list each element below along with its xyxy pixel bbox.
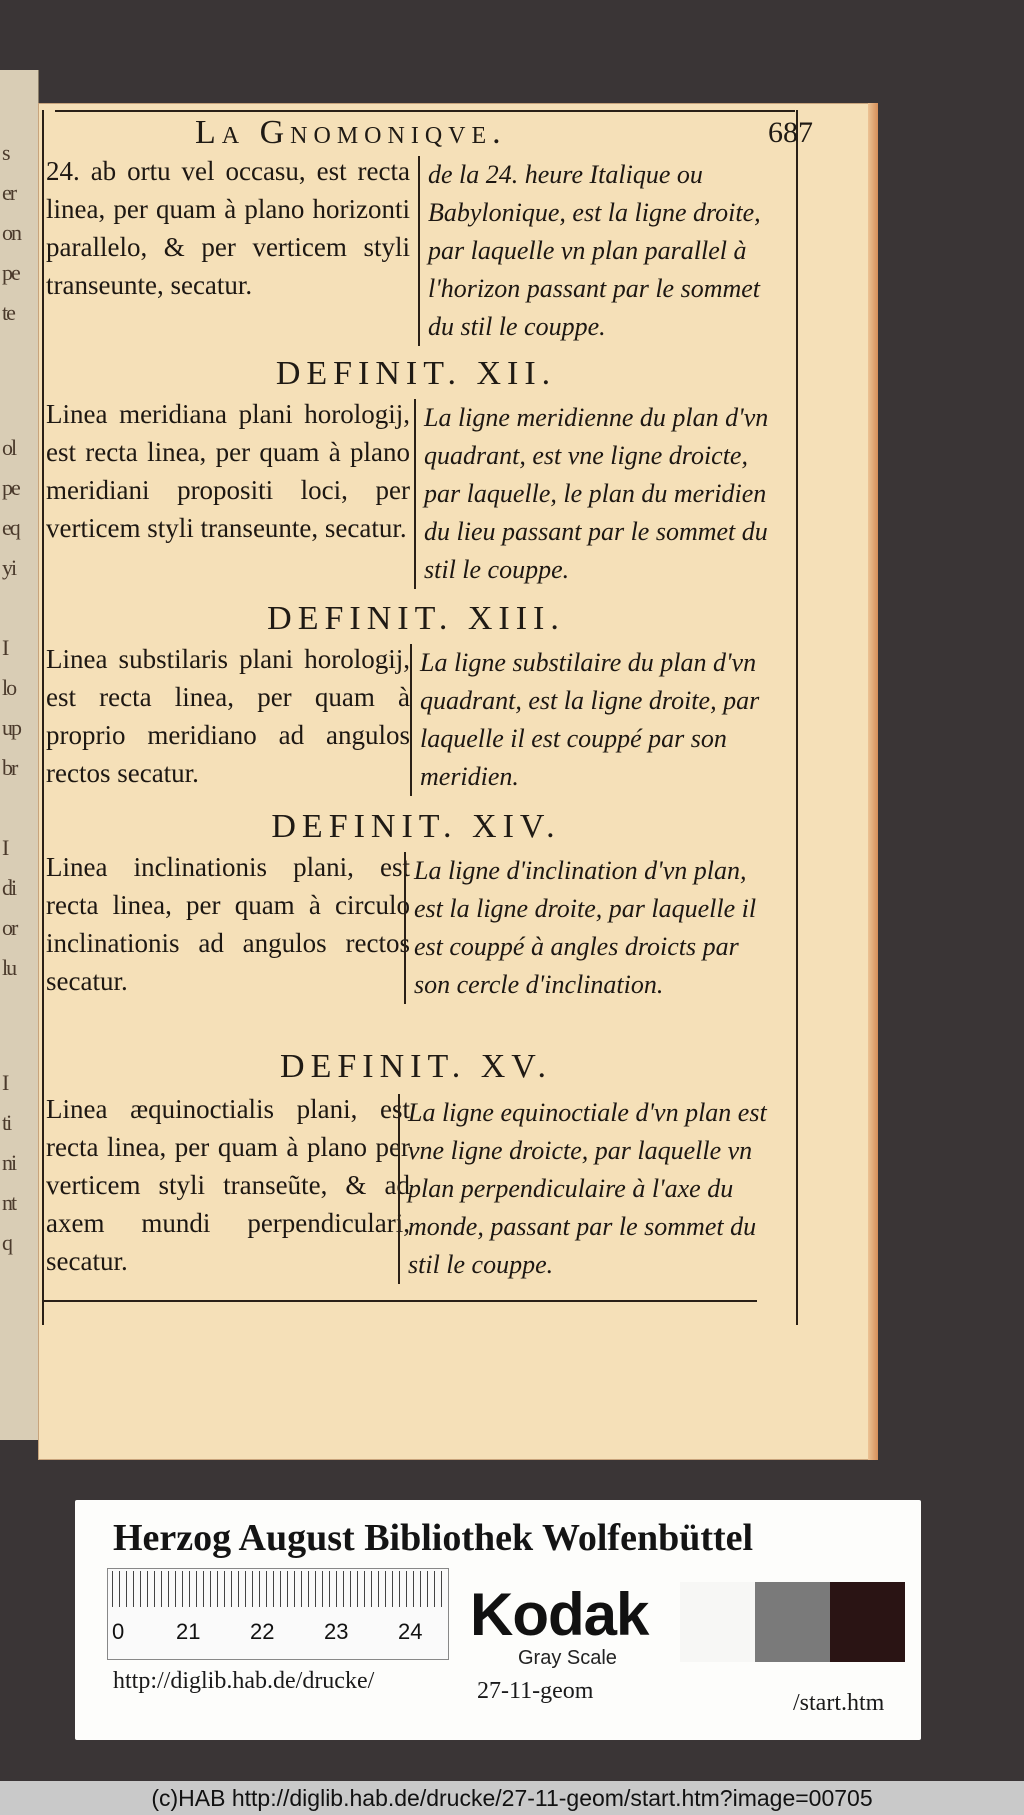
margin-fragment: up bbox=[2, 715, 20, 740]
french-text: La ligne equinoctiale d'vn plan est vne ligne droicte, par laquelle vn plan perpendiculaire à l'axe du monde, passant par le sommet du stil le couppe. bbox=[398, 1094, 768, 1284]
section-heading: DEFINIT. XV. bbox=[280, 1048, 552, 1085]
margin-fragment: ti bbox=[2, 1110, 11, 1135]
french-text: de la 24. heure Italique ou Babylonique, est la ligne droite, par laquelle vn plan parallel à l'horizon passant par le sommet du stil le couppe. bbox=[418, 156, 788, 346]
margin-fragment: di bbox=[2, 875, 16, 900]
margin-fragment: pe bbox=[2, 475, 19, 500]
measurement-ruler bbox=[107, 1568, 449, 1660]
ruler-label: 0 bbox=[112, 1619, 125, 1644]
adjacent-page-edge bbox=[0, 70, 39, 1440]
latin-text: Linea æquinoctialis plani, est recta linea, per quam à plano per verticem styli transeũte, & ad axem mundi perpendiculari, secatur. bbox=[46, 1094, 410, 1276]
latin-text: Linea substilaris plani horologij, est recta linea, per quam à proprio meridiano ad angulos rectos secatur. bbox=[46, 644, 410, 788]
ruler-ticks bbox=[112, 1571, 444, 1607]
margin-fragment: on bbox=[2, 220, 20, 245]
margin-fragment: er bbox=[2, 180, 16, 205]
latin-text: Linea meridiana plani horologij, est recta linea, per quam à plano meridiani propositi loci, per verticem styli transeunte, secatur. bbox=[46, 399, 410, 543]
margin-fragment: ni bbox=[2, 1150, 16, 1175]
margin-fragment: lu bbox=[2, 955, 16, 980]
ruler-label: 23 bbox=[324, 1619, 349, 1644]
calibration-card bbox=[75, 1500, 921, 1740]
start-path: /start.htm bbox=[793, 1690, 885, 1716]
margin-fragment: I bbox=[2, 835, 8, 860]
margin-fragment: nt bbox=[2, 1190, 16, 1215]
bottom-rule bbox=[42, 1300, 757, 1302]
ruler-label: 22 bbox=[250, 1619, 275, 1644]
french-text: La ligne substilaire du plan d'vn quadrant, est la ligne droite, par laquelle il est couppé par son meridien. bbox=[410, 644, 780, 796]
gray-scale-label: Gray Scale bbox=[518, 1647, 617, 1669]
page-number: 687 bbox=[768, 116, 813, 149]
gray-patch-mid bbox=[755, 1582, 830, 1662]
margin-fragment: te bbox=[2, 300, 14, 325]
margin-fragment: I bbox=[2, 635, 8, 660]
margin-fragment: br bbox=[2, 755, 17, 780]
french-text: La ligne meridienne du plan d'vn quadrant, est vne ligne droicte, par laquelle, le plan du meridien du lieu passant par le sommet du stil le couppe. bbox=[414, 399, 784, 589]
latin-text: Linea inclinationis plani, est recta linea, per quam à circulo inclinationis ad angulos rectos secatur. bbox=[46, 852, 410, 996]
institution-name: Herzog August Bibliothek Wolfenbüttel bbox=[113, 1517, 754, 1559]
running-head-title: La Gnomoniqve. bbox=[195, 114, 507, 151]
section-heading: DEFINIT. XII. bbox=[275, 355, 557, 392]
definition-xiii bbox=[46, 600, 786, 800]
margin-fragment: or bbox=[2, 915, 17, 940]
margin-fragment: s bbox=[2, 140, 9, 165]
margin-fragment: yi bbox=[2, 555, 16, 580]
section-heading: DEFINIT. XIV. bbox=[271, 808, 561, 845]
margin-fragment: q bbox=[2, 1230, 11, 1255]
section-heading: DEFINIT. XIII. bbox=[267, 600, 565, 637]
definition-xv bbox=[46, 1048, 786, 1298]
french-text: La ligne d'inclination d'vn plan, est la ligne droite, par laquelle il est couppé à angles droicts par son cercle d'inclination. bbox=[404, 852, 774, 1004]
ruler-label: 24 bbox=[398, 1619, 423, 1644]
kodak-logo: Kodak bbox=[470, 1581, 649, 1648]
margin-fragment: eq bbox=[2, 515, 19, 540]
margin-fragment: pe bbox=[2, 260, 19, 285]
margin-fragment: lo bbox=[2, 675, 16, 700]
definition-continuation bbox=[46, 152, 786, 352]
definition-xiv bbox=[46, 808, 786, 1038]
latin-text: 24. ab ortu vel occasu, est recta linea, per quam à plano horizonti parallelo, & per verticem styli transeunte, secatur. bbox=[46, 156, 410, 300]
library-url: http://diglib.hab.de/drucke/ bbox=[113, 1668, 375, 1694]
gray-patch-light bbox=[680, 1582, 755, 1662]
margin-fragment: ol bbox=[2, 435, 16, 460]
copyright-footer: (c)HAB http://diglib.hab.de/drucke/27-11-geom/start.htm?image=00705 bbox=[0, 1781, 1024, 1815]
shelfmark: 27-11-geom bbox=[477, 1678, 594, 1704]
definition-xii bbox=[46, 355, 786, 585]
margin-fragment: I bbox=[2, 1070, 8, 1095]
ruler-label: 21 bbox=[176, 1619, 201, 1644]
page-edge bbox=[868, 103, 878, 1460]
gray-patch-dark bbox=[830, 1582, 905, 1662]
running-head bbox=[55, 110, 813, 154]
